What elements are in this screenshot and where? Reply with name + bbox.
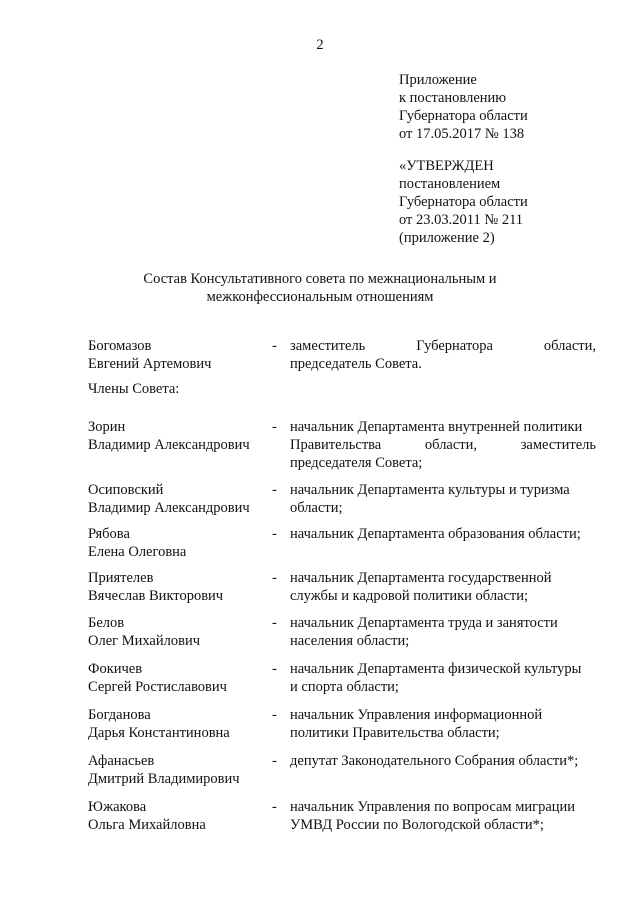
approval-stamp-text	[399, 157, 619, 247]
surname: Богданова	[88, 707, 151, 723]
given-names: Ольга Михайловна	[88, 817, 206, 833]
member-role	[290, 525, 596, 543]
appendix-line: к постановлению	[399, 90, 507, 106]
member-name	[88, 418, 268, 454]
role-line: председатель Совета.	[290, 356, 422, 372]
given-names: Сергей Ростиславович	[88, 679, 227, 695]
role-line: начальник Департамента труда и занятости	[290, 615, 558, 631]
member-role	[290, 614, 596, 650]
page-number: 2	[316, 37, 324, 53]
chair-entry	[88, 337, 596, 377]
role-line: области;	[290, 500, 343, 516]
member-role	[290, 798, 596, 834]
role-line: службы и кадровой политики области;	[290, 588, 529, 604]
dash-separator: -	[272, 482, 277, 498]
surname: Фокичев	[88, 661, 143, 677]
member-name	[88, 569, 268, 605]
given-names: Дмитрий Владимирович	[88, 771, 240, 787]
given-names: Владимир Александрович	[88, 500, 250, 516]
surname: Осиповский	[88, 482, 164, 498]
member-entry	[88, 614, 596, 654]
approval-line: от 23.03.2011 № 211	[399, 212, 524, 228]
dash-separator: -	[272, 615, 277, 631]
member-name	[88, 614, 268, 650]
role-line: начальник Управления информационной	[290, 707, 543, 723]
role-line	[290, 337, 596, 355]
dash-separator: -	[272, 799, 277, 815]
chair-name	[88, 337, 268, 373]
member-name	[88, 481, 268, 517]
given-names: Елена Олеговна	[88, 544, 187, 560]
role-word: Губернатора	[416, 338, 493, 354]
member-role	[290, 418, 596, 472]
member-entry	[88, 660, 596, 700]
role-line: начальник Управления по вопросам миграции	[290, 799, 576, 815]
member-role	[290, 752, 596, 770]
member-role	[290, 481, 596, 517]
title-line: Состав Консультативного совета по межнациональным и	[143, 271, 497, 287]
given-names: Дарья Константиновна	[88, 725, 230, 741]
surname: Богомазов	[88, 338, 152, 354]
role-line: начальник Департамента внутренней политики	[290, 419, 583, 435]
dash-separator: -	[272, 753, 277, 769]
member-entry	[88, 798, 596, 838]
given-names: Олег Михайлович	[88, 633, 201, 649]
member-entry	[88, 706, 596, 746]
role-line: начальник Департамента физической культуры	[290, 661, 582, 677]
members-heading: Члены Совета:	[88, 381, 180, 397]
role-line	[290, 436, 596, 454]
role-line: УМВД России по Вологодской области*;	[290, 817, 544, 833]
role-word: Правительства	[290, 437, 382, 453]
given-names: Вячеслав Викторович	[88, 588, 224, 604]
dash-separator: -	[272, 570, 277, 586]
chair-role	[290, 337, 596, 373]
role-line: и спорта области;	[290, 679, 399, 695]
surname: Рябова	[88, 526, 130, 542]
role-word: заместитель	[520, 437, 596, 453]
dash-separator: -	[272, 707, 277, 723]
role-line: населения области;	[290, 633, 410, 649]
role-word: области,	[543, 338, 596, 354]
member-name	[88, 706, 268, 742]
approval-line: постановлением	[399, 176, 501, 192]
role-line: начальник Департамента культуры и туризма	[290, 482, 570, 498]
dash-separator: -	[272, 526, 277, 542]
role-line: начальник Департамента образования области;	[290, 526, 581, 542]
approval-line: «УТВЕРЖДЕН	[399, 158, 494, 174]
member-name	[88, 752, 268, 788]
surname: Белов	[88, 615, 125, 631]
member-role	[290, 660, 596, 696]
role-word: области,	[424, 437, 478, 453]
appendix-reference	[399, 71, 619, 143]
appendix-line: Губернатора области	[399, 108, 528, 124]
given-names: Владимир Александрович	[88, 437, 250, 453]
member-entry	[88, 481, 596, 521]
dash-separator: -	[272, 338, 277, 354]
document-title	[0, 270, 640, 306]
surname: Зорин	[88, 419, 126, 435]
member-entry	[88, 569, 596, 609]
approval-line: (приложение 2)	[399, 230, 495, 246]
member-name	[88, 660, 268, 696]
dash-separator: -	[272, 661, 277, 677]
role-line: начальник Департамента государственной	[290, 570, 552, 586]
given-names: Евгений Артемович	[88, 356, 212, 372]
member-entry	[88, 525, 596, 565]
member-entry	[88, 418, 596, 471]
member-role	[290, 569, 596, 605]
member-name	[88, 525, 268, 561]
approval-line: Губернатора области	[399, 194, 528, 210]
member-role	[290, 706, 596, 742]
dash-separator: -	[272, 419, 277, 435]
member-name	[88, 798, 268, 834]
appendix-line: от 17.05.2017 № 138	[399, 126, 525, 142]
role-line: председателя Совета;	[290, 455, 423, 471]
title-line: межконфессиональным отношениям	[206, 289, 434, 305]
member-entry	[88, 752, 596, 792]
surname: Южакова	[88, 799, 147, 815]
surname: Приятелев	[88, 570, 154, 586]
role-line: политики Правительства области;	[290, 725, 500, 741]
role-word: заместитель	[290, 338, 366, 354]
appendix-line: Приложение	[399, 72, 477, 88]
surname: Афанасьев	[88, 753, 155, 769]
role-line: депутат Законодательного Собрания области*;	[290, 753, 579, 769]
